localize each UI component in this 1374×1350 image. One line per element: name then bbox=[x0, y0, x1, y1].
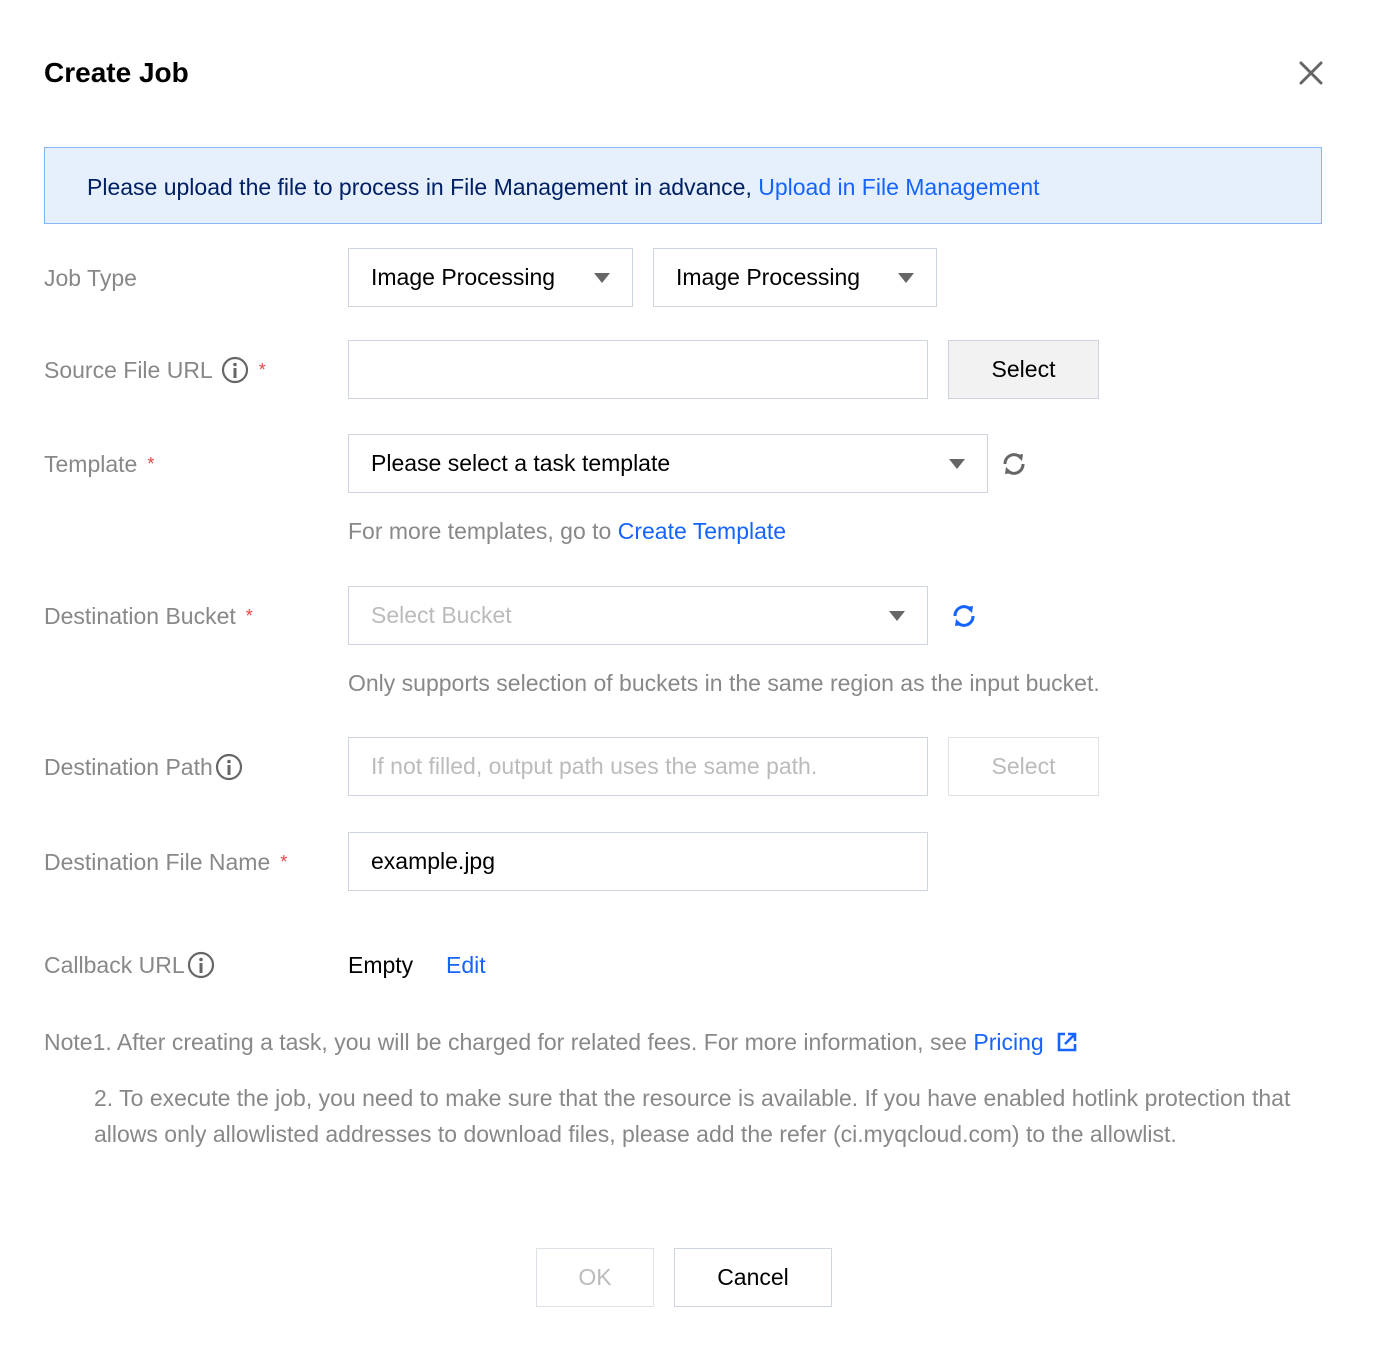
info-icon[interactable] bbox=[215, 753, 243, 781]
caret-down-icon bbox=[889, 611, 905, 621]
bucket-refresh-icon[interactable] bbox=[948, 600, 980, 632]
source-file-url-label-text: Source File URL bbox=[44, 357, 213, 383]
required-mark: * bbox=[280, 852, 288, 872]
callback-url-value: Empty bbox=[348, 952, 414, 978]
cancel-button[interactable]: Cancel bbox=[674, 1248, 832, 1307]
destination-path-label bbox=[44, 752, 243, 782]
template-label-text: Template bbox=[44, 451, 138, 477]
destination-path-placeholder: If not filled, output path uses the same path. bbox=[371, 753, 818, 779]
destination-bucket-select[interactable] bbox=[348, 586, 928, 645]
note-1 bbox=[44, 1024, 1078, 1060]
job-type-label-text: Job Type bbox=[44, 265, 137, 291]
destination-path-label-text: Destination Path bbox=[44, 754, 213, 780]
info-icon[interactable] bbox=[221, 356, 249, 384]
source-file-select-button[interactable]: Select bbox=[948, 340, 1099, 399]
info-icon[interactable] bbox=[187, 951, 215, 979]
required-mark: * bbox=[147, 454, 155, 474]
template-label bbox=[44, 449, 154, 479]
source-file-url-label bbox=[44, 355, 266, 385]
destination-bucket-label-text: Destination Bucket bbox=[44, 603, 236, 629]
destination-path-select-button[interactable]: Select bbox=[948, 737, 1099, 796]
template-hint bbox=[348, 516, 786, 546]
note-1-text: 1. After creating a task, you will be charged for related fees. For more information, see bbox=[92, 1029, 974, 1055]
close-icon[interactable] bbox=[1296, 58, 1326, 88]
destination-file-name-label-text: Destination File Name bbox=[44, 849, 271, 875]
destination-file-name-value: example.jpg bbox=[371, 848, 496, 874]
callback-url-label bbox=[44, 950, 215, 980]
caret-down-icon bbox=[898, 273, 914, 283]
external-link-icon[interactable] bbox=[1056, 1027, 1078, 1049]
template-select[interactable] bbox=[348, 434, 988, 493]
caret-down-icon bbox=[949, 459, 965, 469]
banner-text: Please upload the file to process in File Management in advance, bbox=[87, 174, 759, 200]
job-type-select-2[interactable] bbox=[653, 248, 937, 307]
required-mark: * bbox=[258, 360, 266, 380]
info-banner bbox=[44, 147, 1322, 224]
caret-down-icon bbox=[594, 273, 610, 283]
template-select-value: Please select a task template bbox=[371, 450, 671, 476]
job-type-select-2-value: Image Processing bbox=[676, 264, 861, 290]
template-refresh-icon[interactable] bbox=[998, 448, 1030, 480]
note-prefix: Note bbox=[44, 1029, 93, 1055]
destination-bucket-hint: Only supports selection of buckets in the same region as the input bucket. bbox=[348, 670, 1100, 696]
ok-button[interactable]: OK bbox=[536, 1248, 654, 1307]
destination-file-name-input[interactable] bbox=[348, 832, 928, 891]
destination-bucket-label bbox=[44, 601, 253, 631]
upload-in-file-management-link[interactable]: Upload in File Management bbox=[758, 174, 1040, 200]
job-type-select-1-value: Image Processing bbox=[371, 264, 556, 290]
note-2: 2. To execute the job, you need to make sure that the resource is available. If you have enabled hotlink protection that allows only allowlisted addresses to download files, please add the refer (ci.myqcloud.com) to the allowlist. bbox=[94, 1085, 1291, 1147]
pricing-link[interactable]: Pricing bbox=[973, 1029, 1044, 1055]
create-template-link[interactable]: Create Template bbox=[617, 518, 787, 544]
destination-path-input[interactable] bbox=[348, 737, 928, 796]
callback-url-edit-link[interactable]: Edit bbox=[446, 952, 486, 978]
job-type-label bbox=[44, 263, 137, 293]
template-hint-text: For more templates, go to bbox=[348, 518, 618, 544]
destination-bucket-placeholder: Select Bucket bbox=[371, 602, 512, 628]
destination-file-name-label bbox=[44, 847, 287, 877]
dialog-title: Create Job bbox=[44, 57, 189, 88]
required-mark: * bbox=[245, 606, 253, 626]
source-file-url-input[interactable] bbox=[348, 340, 928, 399]
job-type-select-1[interactable] bbox=[348, 248, 633, 307]
callback-url-label-text: Callback URL bbox=[44, 952, 185, 978]
